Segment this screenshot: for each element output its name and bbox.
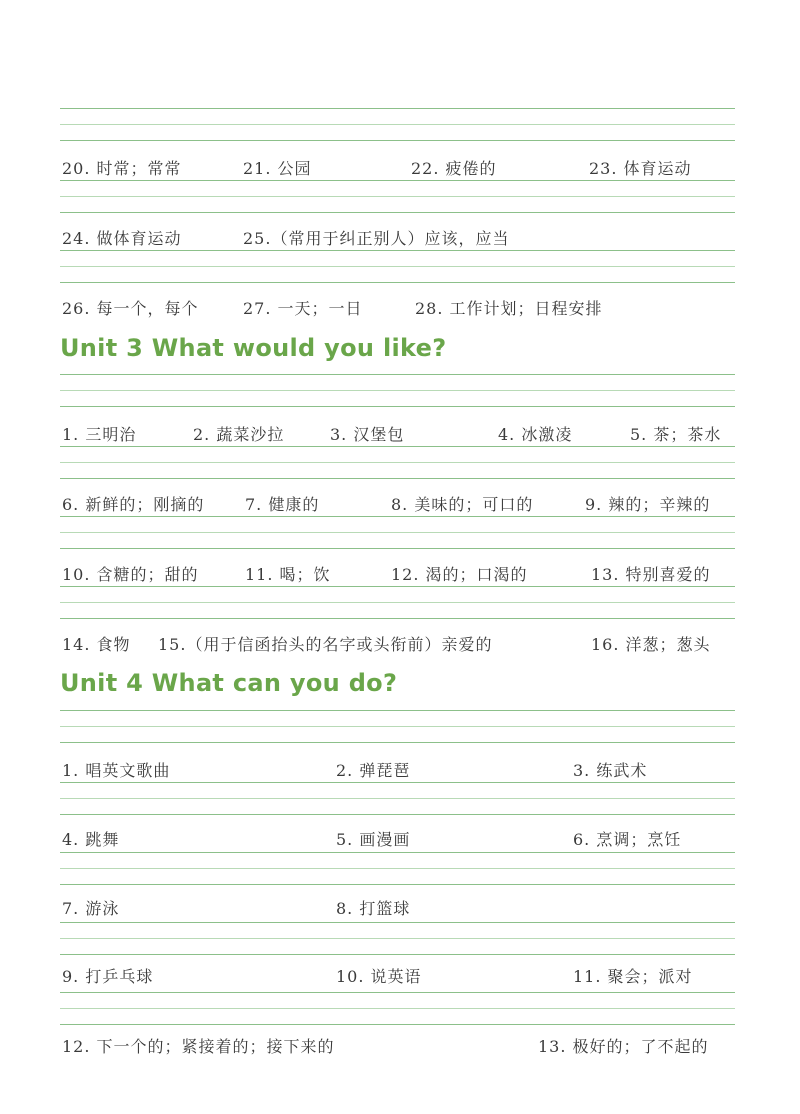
unit3-heading: Unit 3 What would you like?	[60, 334, 447, 362]
entry-27: 27. 一天；一日	[243, 299, 363, 318]
u4-entry-9: 9. 打乒乓球	[62, 967, 154, 986]
u3-entry-9: 9. 辣的；辛辣的	[585, 495, 711, 514]
u3-entry-6: 6. 新鲜的；刚摘的	[62, 495, 205, 514]
entry-25: 25.（常用于纠正别人）应该，应当	[243, 229, 510, 248]
entry-28: 28. 工作计划；日程安排	[415, 299, 603, 318]
u4-entry-11: 11. 聚会；派对	[573, 967, 693, 986]
u3-entry-12: 12. 渴的；口渴的	[391, 565, 528, 584]
u3-entry-5: 5. 茶；茶水	[630, 425, 722, 444]
u3-entry-2: 2. 蔬菜沙拉	[193, 425, 285, 444]
entry-24: 24. 做体育运动	[62, 229, 182, 248]
u4-entry-12: 12. 下一个的；紧接着的；接下来的	[62, 1037, 335, 1056]
unit3-writing-block	[60, 374, 735, 664]
u3-entry-4: 4. 冰激凌	[498, 425, 573, 444]
u3-entry-8: 8. 美味的；可口的	[391, 495, 534, 514]
u4-entry-13: 13. 极好的；了不起的	[538, 1037, 709, 1056]
u3-entry-10: 10. 含糖的；甜的	[62, 565, 199, 584]
entry-20: 20. 时常；常常	[62, 159, 182, 178]
u3-entry-16: 16. 洋葱；葱头	[591, 635, 711, 654]
u4-entry-8: 8. 打篮球	[336, 899, 411, 918]
entry-21: 21. 公园	[243, 159, 312, 178]
u4-entry-7: 7. 游泳	[62, 899, 120, 918]
u4-entry-10: 10. 说英语	[336, 967, 422, 986]
entry-23: 23. 体育运动	[589, 159, 692, 178]
u3-entry-11: 11. 喝；饮	[245, 565, 331, 584]
u4-entry-3: 3. 练武术	[573, 761, 648, 780]
u3-entry-7: 7. 健康的	[245, 495, 320, 514]
u3-entry-13: 13. 特别喜爱的	[591, 565, 711, 584]
u3-entry-1: 1. 三明治	[62, 425, 137, 444]
entry-22: 22. 疲倦的	[411, 159, 497, 178]
unit4-heading: Unit 4 What can you do?	[60, 669, 398, 697]
entry-26: 26. 每一个，每个	[62, 299, 199, 318]
u3-entry-15: 15.（用于信函抬头的名字或头衔前）亲爱的	[158, 635, 493, 654]
u3-entry-3: 3. 汉堡包	[330, 425, 405, 444]
u4-entry-5: 5. 画漫画	[336, 830, 411, 849]
u4-entry-2: 2. 弹琵琶	[336, 761, 411, 780]
unit4-writing-block	[60, 710, 735, 1110]
u4-entry-4: 4. 跳舞	[62, 830, 120, 849]
u4-entry-1: 1. 唱英文歌曲	[62, 761, 171, 780]
u3-entry-14: 14. 食物	[62, 635, 131, 654]
unit2-writing-block	[60, 108, 735, 318]
u4-entry-6: 6. 烹调；烹饪	[573, 830, 682, 849]
